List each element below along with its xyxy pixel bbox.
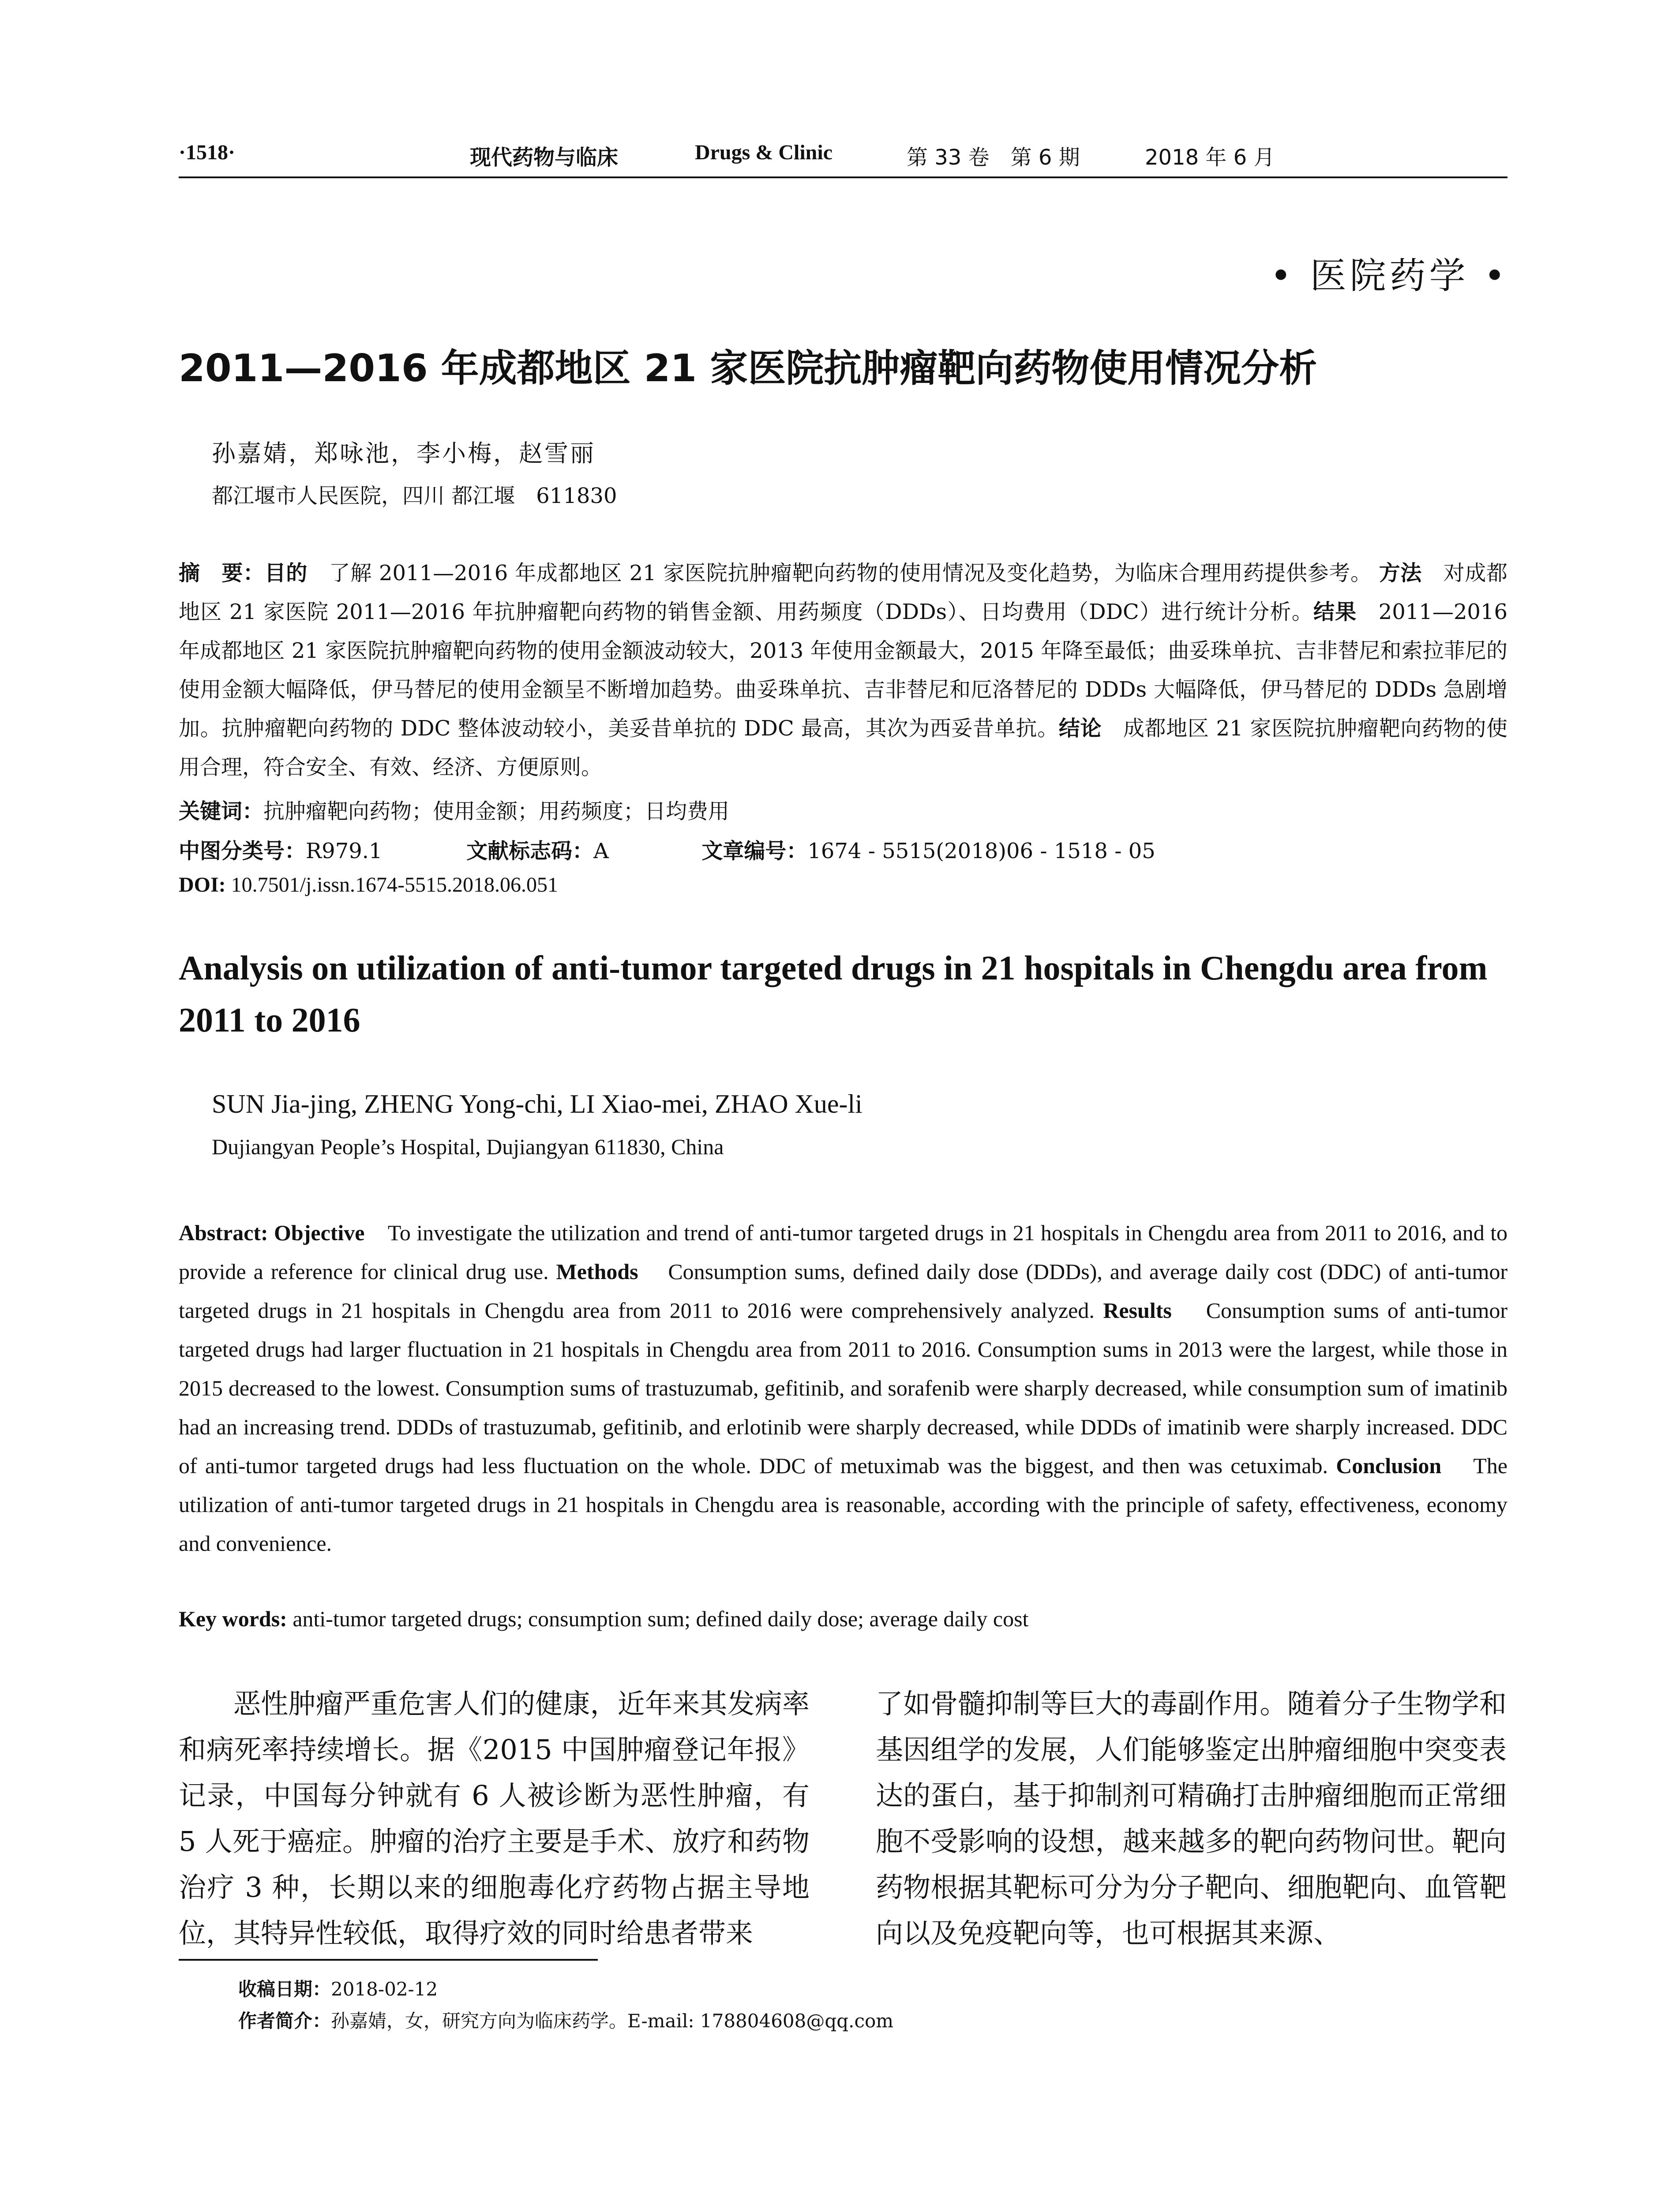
author-bio-label: 作者简介：: [238, 2010, 331, 2032]
body-left-column: 恶性肿瘤严重危害人们的健康，近年来其发病率和病死率持续增长。据《2015 中国肿瘤登记年报》记录，中国每分钟就有 6 人被诊断为恶性肿瘤，有 5 人死于癌症。肿瘤的治疗主要是手术、放疗和药物治疗 3 种，长期以来的细胞毒化疗药物占据主导地位，其特异性较低，取得疗效的同时给患者带来: [179, 1688, 810, 1949]
abstract-en: [179, 1213, 1508, 1563]
abstract-en-methods: Consumption sums, defined daily dose (DDDs), and average daily cost (DDC) of anti-tumor targeted drugs in 21 hospitals in Chengdu area from 2011 to 2016 were comprehensively analyzed.: [179, 1259, 1508, 1323]
abstract-cn-label: 摘 要：: [179, 561, 265, 585]
volume-issue: 第 33 卷 第 6 期: [907, 145, 1080, 170]
clc-label: 中图分类号：: [179, 839, 306, 863]
abstract-en-objective: To investigate the utilization and trend of anti-tumor targeted drugs in 21 hospitals in Chengdu area from 2011 to 2016, and to provide a reference for clinical drug use.: [179, 1220, 1508, 1284]
issue-date: 2018 年 6 月: [1145, 145, 1275, 170]
title-en: Analysis on utilization of anti-tumor targeted drugs in 21 hospitals in Chengdu area from 2011 to 2016: [179, 949, 1488, 1039]
author-bio: 孙嘉婧，女，研究方向为临床药学。E-mail: 178804608@qq.com: [331, 2010, 894, 2032]
doi-label: DOI:: [179, 873, 226, 897]
journal-name-cn: 现代药物与临床: [470, 145, 619, 170]
abstract-cn-methods: 对成都地区 21 家医院 2011—2016 年抗肿瘤靶向药物的销售金额、用药频度（DDDs）、日均费用（DDC）进行统计分析。: [179, 561, 1508, 624]
keywords-en-text: anti-tumor targeted drugs; consumption sum; defined daily dose; average daily cost: [292, 1606, 1029, 1631]
page-number: ·1518·: [179, 141, 236, 164]
footnote-rule: [179, 1959, 598, 1961]
abstract-cn: [179, 554, 1508, 787]
footnote-author: [238, 2007, 893, 2033]
footnote-received: [238, 1975, 438, 2001]
doc-code-value: A: [593, 839, 609, 863]
abstract-en-conclusion-label: Conclusion: [1336, 1453, 1442, 1478]
abstract-en-results-label: Results: [1103, 1298, 1172, 1323]
article-no-label: 文章编号：: [701, 839, 808, 863]
doc-code-label: 文献标志码：: [466, 839, 594, 863]
abstract-cn-results: 2011—2016 年成都地区 21 家医院抗肿瘤靶向药物的使用金额波动较大，2013 年使用金额最大，2015 年降至最低；曲妥珠单抗、吉非替尼和索拉菲尼的使用金额大幅降低，伊马替尼的使用金额呈不断增加趋势。曲妥珠单抗、吉非替尼和厄洛替尼的 DDDs 大幅降低，伊马替尼的 DDDs 急剧增加。抗肿瘤靶向药物的 DDC 整体波动较小，美妥昔单抗的 DDC 最高，其次为西妥昔单抗。: [179, 600, 1508, 741]
header-rule: [179, 176, 1508, 178]
article-no-value: 1674 - 5515(2018)06 - 1518 - 05: [807, 839, 1155, 863]
keywords-cn-text: 抗肿瘤靶向药物；使用金额；用药频度；日均费用: [263, 799, 730, 824]
keywords-en-label: Key words:: [179, 1606, 287, 1631]
abstract-cn-conclusion: 成都地区 21 家医院抗肿瘤靶向药物的使用合理，符合安全、有效、经济、方便原则。: [179, 716, 1508, 780]
keywords-en: [179, 1606, 1028, 1632]
abstract-en-results: Consumption sums of anti-tumor targeted drugs had larger fluctuation in 21 hospitals in Chengdu area from 2011 to 2016. Consumption sums in 2013 were the largest, while those in 2015 decreased to the lowest. Consumption sums of trastuzumab, gefitinib, and sorafenib were sharply decreased, while consumption sum of imatinib had an increasing trend. DDDs of trastuzumab, gefitinib, and erlotinib were sharply decreased, while DDDs of imatinib were sharply increased. DDC of anti-tumor targeted drugs had less fluctuation on the whole. DDC of metuximab was the biggest, and then was cetuximab.: [179, 1298, 1508, 1478]
authors-en: SUN Jia-jing, ZHENG Yong-chi, LI Xiao-mei, ZHAO Xue-li: [212, 1089, 862, 1118]
title-cn: 2011—2016 年成都地区 21 家医院抗肿瘤靶向药物使用情况分析: [179, 346, 1317, 390]
doi-value: 10.7501/j.issn.1674-5515.2018.06.051: [231, 873, 559, 897]
abstract-cn-objective: 了解 2011—2016 年成都地区 21 家医院抗肿瘤靶向药物的使用情况及变化趋势，为临床合理用药提供参考。: [329, 561, 1372, 585]
received-label: 收稿日期：: [238, 1978, 331, 2000]
keywords-cn-label: 关键词：: [179, 799, 264, 824]
abstract-cn-methods-label: 方法: [1379, 561, 1422, 585]
classification-line: [179, 834, 1155, 864]
abstract-en-methods-label: Methods: [556, 1259, 638, 1284]
abstract-en-conclusion: The utilization of anti-tumor targeted drugs in 21 hospitals in Chengdu area is reasonable, according with the principle of safety, effectiveness, economy and convenience.: [179, 1453, 1508, 1556]
abstract-en-label: Abstract: Objective: [179, 1220, 365, 1245]
journal-name-en: Drugs & Clinic: [695, 141, 832, 164]
affiliation-cn: 都江堰市人民医院，四川 都江堰 611830: [212, 484, 617, 508]
section-tag: • 医院药学 •: [1270, 255, 1509, 297]
clc-value: R979.1: [306, 839, 382, 863]
running-header: [179, 140, 1508, 176]
affiliation-en: Dujiangyan People’s Hospital, Dujiangyan 611830, China: [212, 1134, 724, 1159]
body-right-column: 了如骨髓抑制等巨大的毒副作用。随着分子生物学和基因组学的发展，人们能够鉴定出肿瘤细胞中突变表达的蛋白，基于抑制剂可精确打击肿瘤细胞而正常细胞不受影响的设想，越来越多的靶向药物问世。靶向药物根据其靶标可分为分子靶向、细胞靶向、血管靶向以及免疫靶向等，也可根据其来源、: [876, 1688, 1507, 1949]
abstract-cn-conclusion-label: 结论: [1058, 716, 1102, 741]
doi-line: [179, 873, 558, 897]
keywords-cn: [179, 794, 729, 825]
abstract-cn-results-label: 结果: [1313, 600, 1357, 624]
abstract-cn-objective-label: 目的: [264, 561, 308, 585]
authors-cn: 孙嘉婧，郑咏池，李小梅，赵雪丽: [212, 439, 596, 467]
received-date: 2018-02-12: [331, 1978, 438, 2000]
